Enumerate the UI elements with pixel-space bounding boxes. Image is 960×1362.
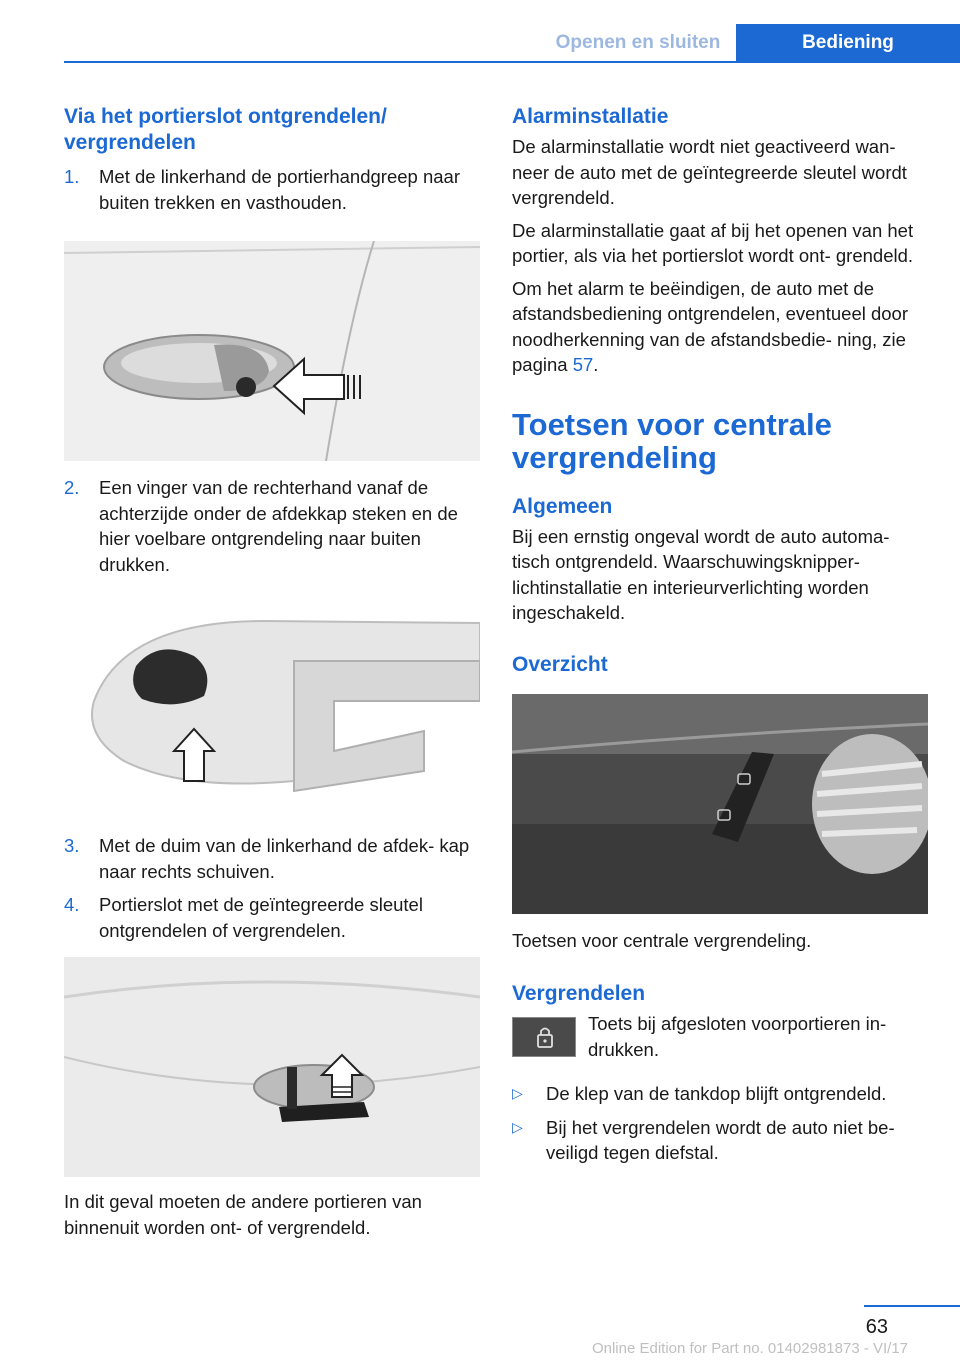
lock-button-icon [512,1017,576,1057]
overview-caption: Toetsen voor centrale vergrendeling. [512,929,812,951]
step-text: Portierslot met de geïntegreerde sleutel ontgrendelen of vergrendelen. [99,894,423,941]
bullet-text: De klep van de tankdop blijft ontgrendeld. [546,1083,887,1104]
header-section-label: Openen en sluiten [555,32,721,53]
cover-release-image [64,601,480,821]
lock-heading: Vergrendelen [512,982,646,1005]
general-paragraph: Bij een ernstig ongeval wordt de auto automa‐ tisch ontgrendeld. Waarschuwingsknipper‐ lichtinstallatie en interieurverlichting worden ingeschakeld. [512,525,890,623]
bullet-item [512,1115,928,1166]
step-number: 3. [64,835,80,856]
page-57-link[interactable]: 57 [572,354,594,375]
step-number: 2. [64,477,80,498]
door-lock-heading: Via het portierslot ontgrendelen/ vergrendelen [64,105,387,154]
footer-rule [864,1305,960,1307]
key-in-lock-image [64,957,480,1177]
central-locking-buttons-image [512,694,928,914]
general-heading: Algemeen [512,494,613,518]
step-number: 1. [64,166,80,187]
alarm-paragraph-2: De alarminstallatie gaat af bij het openen van het portier, als via het portierslot wordt ont‐ grendeld. [512,219,914,266]
edition-footer: Online Edition for Part no. 01402981873 - VI/17 [591,1340,909,1357]
lock-instruction [512,1011,928,1067]
header-chapter-tab: Bediening [736,24,960,62]
step-2 [64,475,480,577]
step-text: Met de duim van de linkerhand de afdek‐ kap naar rechts schuiven. [99,835,470,882]
step-4 [64,892,480,943]
bullet-triangle-icon: ▷ [512,1085,523,1101]
step-3 [64,833,480,884]
alarm-heading: Alarminstallatie [512,105,669,128]
alarm-paragraph-3 [512,276,928,378]
alarm-p3-end: . [593,354,599,375]
step-text: Een vinger van de rechterhand vanaf de achterzijde onder de afdekkap steken en de hier voelbare ontgrendeling naar buiten drukken. [99,477,458,575]
page-number: 63 [865,1316,888,1338]
central-locking-heading: Toetsen voor centrale vergrendeling [512,406,832,475]
step-number: 4. [64,894,80,915]
alarm-paragraph-1: De alarminstallatie wordt niet geactiveerd wan‐ neer de auto met de geïntegreerde sleutel wordt vergrendeld. [512,136,907,208]
overview-heading: Overzicht [512,652,608,676]
header-rule [64,61,960,63]
bullet-triangle-icon: ▷ [512,1118,523,1135]
closing-note: In dit geval moeten de andere portieren van binnenuit worden ont- of vergrendeld. [64,1191,422,1238]
bullet-text: Bij het vergrendelen wordt de auto niet be‐ veiligd tegen diefstal. [546,1116,895,1163]
bullet-item [512,1081,928,1107]
lock-paragraph: Toets bij afgesloten voorportieren in‐ drukken. [588,1013,887,1060]
alarm-p3-text: Om het alarm te beëindigen, de auto met de afstandsbediening ontgrendelen, eventueel door noodherkenning van de afstandsbedie‐ ning, zie pagina [512,277,909,375]
door-handle-pull-image [64,241,480,461]
step-text: Met de linkerhand de portierhandgreep naar buiten trekken en vasthouden. [99,166,460,213]
left-column [64,104,480,1240]
right-column [512,104,928,1166]
step-1 [64,164,480,215]
